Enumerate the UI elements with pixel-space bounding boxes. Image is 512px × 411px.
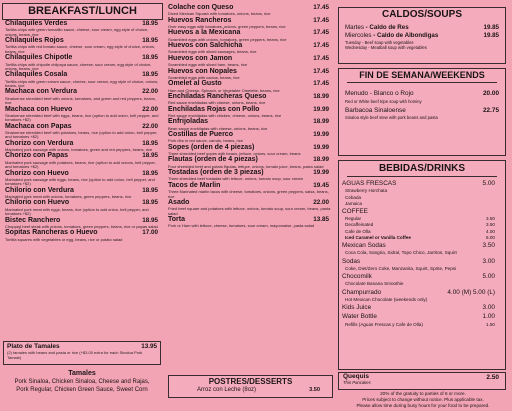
quequis-name bbox=[339, 373, 505, 380]
middle-item-desc: Red sauce enchiladas with cheese, onions, beans, rice bbox=[168, 100, 266, 106]
middle-item bbox=[168, 169, 332, 182]
middle-item-price: 19.99 bbox=[313, 131, 329, 139]
caldo-name: - Caldo de Res bbox=[365, 24, 409, 31]
drink-price: 4.00 (M) 5.00 (L) bbox=[447, 288, 495, 296]
middle-item-name: Enchiladas Rancheras Queso bbox=[168, 92, 267, 100]
weekends-title: FIN DE SEMANA/WEEKENDS bbox=[347, 69, 497, 83]
middle-item-price: 19.99 bbox=[313, 169, 329, 177]
weekend-row bbox=[345, 107, 502, 116]
weekend-price: 22.75 bbox=[483, 106, 499, 114]
tamales-list bbox=[2, 369, 162, 394]
middle-item bbox=[168, 106, 332, 119]
drink-name: Cebada bbox=[345, 194, 362, 200]
postres-item bbox=[169, 387, 332, 394]
breakfast-item-price: 22.00 bbox=[142, 88, 158, 96]
middle-item-desc: Scrambled eggs with cactus, beans, rice bbox=[168, 74, 240, 80]
drink-name: Water Bottle bbox=[342, 313, 377, 321]
middle-item bbox=[168, 144, 332, 157]
breakfast-item-name: Chorizo con Huevo bbox=[5, 169, 69, 177]
drink-row bbox=[342, 312, 501, 321]
breakfast-item-desc: Tortilla chips with chipotle chilpaya sauce, cheese, sour cream, egg style of choice, onions, beans, rice bbox=[5, 61, 152, 71]
breakfast-item-desc: Sinaloense shredded beef with eggs, beans, rice (option to add onion, bell pepper, and tomatoes +$2) bbox=[5, 112, 159, 123]
breakfast-item-name: Chilaquiles Chipotle bbox=[5, 54, 73, 62]
breakfast-item bbox=[5, 71, 161, 88]
bebidas-title: BEBIDAS/DRINKS bbox=[347, 161, 497, 177]
weekend-price: 20.00 bbox=[483, 90, 499, 97]
breakfast-item-price: 18.95 bbox=[142, 20, 158, 27]
breakfast-title-box bbox=[2, 3, 163, 20]
middle-item-desc: Scrambled eggs with sliced ham, beans, rice bbox=[168, 62, 248, 68]
middle-item-price: 19.45 bbox=[313, 181, 329, 189]
middle-item bbox=[168, 17, 332, 30]
middle-item bbox=[168, 68, 332, 81]
breakfast-item-name: Chilaquiles Verdes bbox=[5, 20, 68, 27]
drink-row bbox=[342, 241, 501, 250]
middle-item-name: Enfrijoladas bbox=[168, 118, 209, 126]
drink-price: 6.00 bbox=[486, 234, 495, 240]
tamales-line-2: Pork Regular, Chicken Green Sauce, Sweet Corn bbox=[16, 387, 148, 393]
middle-item-name: Huevos con Jamon bbox=[168, 54, 233, 62]
drink-name: Decaffeinated bbox=[345, 222, 374, 228]
drink-row bbox=[342, 322, 501, 328]
breakfast-item-desc: Tortilla chips with red tomato sauce, cheese, sour cream, egg style of choice, onions, beans, rice bbox=[5, 44, 156, 54]
caldos-box bbox=[338, 7, 506, 64]
breakfast-item-desc: Marinated pork sausage with potatoes, beans, rice (option to add onions, bell pepper, and tomatoes +$2) bbox=[5, 159, 156, 170]
breakfast-column bbox=[0, 0, 164, 411]
footer-line-1: 20% of the gratuity to parties of 6 or more. bbox=[380, 391, 466, 396]
caldo-note: Wednesday - Meatball soup with vegetables bbox=[345, 45, 427, 50]
middle-item-price: 18.99 bbox=[313, 156, 329, 164]
breakfast-item bbox=[5, 37, 161, 54]
breakfast-item-desc: Sinaloense shredded beef with potatoes, beans, rice (option to add onion, bell pepper, and tomatoes +$2) bbox=[5, 129, 158, 140]
middle-item-desc: Over easy eggs with tomatoes, onions, green peppers, beans, rice bbox=[168, 24, 286, 29]
postres-item-name: Arroz con Leche (8oz) bbox=[197, 387, 257, 393]
middle-item-name: Huevos a la Mexicana bbox=[168, 29, 241, 37]
middle-item bbox=[168, 131, 332, 144]
middle-item bbox=[168, 55, 332, 68]
breakfast-item-name: Machaca con Huevo bbox=[5, 105, 73, 113]
breakfast-item-name: Chorizo con Papas bbox=[5, 152, 69, 160]
breakfast-item-desc: Marinated pork sausage with eggs, beans, rice (option to add onion, bell pepper, and tomatoes +$2) bbox=[5, 176, 155, 187]
footer-notes bbox=[338, 391, 508, 408]
breakfast-item-price: 18.95 bbox=[142, 199, 158, 207]
middle-item-price: 13.85 bbox=[313, 216, 329, 224]
middle-item-name: Enchiladas Rojas con Pollo bbox=[168, 105, 260, 113]
middle-item-desc: Fried beef square and potatoes with lettuce, onions, tomato soup, sour cream, beans, pasta salad bbox=[168, 206, 331, 216]
drink-name: Champurrado bbox=[342, 288, 382, 296]
middle-item bbox=[168, 80, 332, 93]
breakfast-item-name: Bistec Ranchero bbox=[5, 216, 61, 224]
middle-item-name: Sopes (orden de 4 piezas) bbox=[168, 143, 255, 151]
drink-name: COFFEE bbox=[342, 207, 368, 215]
weekends-box bbox=[338, 68, 506, 156]
postres-box bbox=[168, 375, 333, 398]
breakfast-title: BREAKFAST/LUNCH bbox=[28, 5, 137, 17]
middle-item-price: 18.99 bbox=[313, 92, 329, 100]
middle-item bbox=[168, 216, 332, 229]
drink-price: 3.50 bbox=[486, 216, 495, 222]
middle-item-name: Asado bbox=[168, 198, 190, 206]
middle-item-name: Huevos con Nopales bbox=[168, 67, 237, 75]
middle-item-desc: Scrambled eggs with sliced sausages, beans, rice bbox=[168, 49, 257, 55]
tamales-title: Tamales bbox=[68, 370, 96, 377]
middle-item-price: 22.00 bbox=[313, 198, 329, 206]
postres-item-price: 3.50 bbox=[309, 387, 320, 393]
breakfast-item-price: 18.95 bbox=[142, 152, 158, 160]
middle-item bbox=[168, 93, 332, 106]
middle-item-desc: Diced Mexican Squash with tomatoes, onions, beans, rice bbox=[168, 11, 271, 17]
tamales-plate-price: 13.95 bbox=[141, 343, 157, 350]
drink-name: Mexican Sodas bbox=[342, 242, 386, 250]
breakfast-item-price: 18.95 bbox=[142, 216, 158, 224]
middle-item-price: 17.45 bbox=[313, 80, 329, 88]
middle-item-price: 19.99 bbox=[313, 105, 329, 113]
weekend-note: Red or White beef tripe soup with hominy bbox=[345, 98, 422, 104]
drink-price: 3.50 bbox=[486, 222, 495, 228]
drink-row bbox=[342, 303, 501, 312]
breakfast-item-price: 18.95 bbox=[142, 37, 158, 45]
breakfast-item bbox=[5, 20, 161, 37]
breakfast-item-name: Chilaquiles Rojos bbox=[5, 37, 64, 45]
bebidas-box bbox=[338, 160, 506, 370]
caldo-day: Miercoles bbox=[345, 32, 372, 39]
breakfast-item-name: Machaca con Papas bbox=[5, 122, 72, 130]
middle-item-name: Colache con Queso bbox=[168, 4, 234, 11]
breakfast-item bbox=[5, 199, 161, 216]
breakfast-item-desc: Marinated pork meat with onions, tomatoes, green peppers, beans, rice bbox=[5, 193, 132, 199]
middle-item-desc: Bean sauce enchiladas with cheese, onions, beans, rice bbox=[168, 125, 268, 131]
breakfast-item-name: Chilorio con Huevo bbox=[5, 199, 70, 207]
drink-name: Chocolate Banana Smoothie bbox=[345, 281, 404, 287]
breakfast-item-price: 22.00 bbox=[142, 122, 158, 130]
drink-name: AGUAS FRESCAS bbox=[342, 180, 397, 187]
breakfast-item bbox=[5, 187, 161, 200]
breakfast-item bbox=[5, 170, 161, 187]
caldos-rows bbox=[339, 22, 505, 50]
middle-item bbox=[168, 118, 332, 131]
quequis-price: 2.50 bbox=[486, 374, 499, 381]
drink-row bbox=[342, 288, 501, 297]
middle-item-desc: Red sauce enchiladas with chicken, cheese, onions, beans, rice bbox=[168, 112, 282, 118]
quequis-label: Quequis bbox=[343, 373, 370, 380]
middle-item bbox=[168, 182, 332, 199]
caldo-note: Tuesday - Beef soup with vegetables bbox=[345, 40, 414, 45]
breakfast-item-name: Chilorio con Verdura bbox=[5, 186, 74, 194]
drinks-column bbox=[336, 0, 512, 411]
breakfast-item-desc: Tortilla chips with green tomatillo sauce, cheese, sour cream, egg style of choice, onions, beans, rice bbox=[5, 27, 149, 37]
middle-item bbox=[168, 29, 332, 42]
middle-item-desc: Scrambled eggs with onions, tomatoes, green peppers, beans, rice bbox=[168, 36, 287, 42]
breakfast-item-desc: Sinaloense shredded beef with onions, tomatoes, and green and red peppers, beans, rice bbox=[5, 95, 156, 106]
caldo-row bbox=[345, 32, 502, 40]
drink-price: 3.00 bbox=[482, 257, 495, 265]
middle-item-price: 17.45 bbox=[313, 54, 329, 62]
breakfast-item-name: Chilaquiles Cosala bbox=[5, 71, 68, 79]
drink-name: Sodas bbox=[342, 257, 361, 265]
breakfast-item-price: 18.95 bbox=[142, 139, 158, 147]
breakfast-item-price: 17.00 bbox=[142, 229, 158, 237]
bebidas-rows bbox=[339, 177, 505, 328]
breakfast-item-name: Machaca con Verdura bbox=[5, 88, 77, 96]
middle-item-price: 17.45 bbox=[313, 16, 329, 24]
drink-price: 1.00 bbox=[482, 313, 495, 321]
middle-item-name: Huevos con Salchicha bbox=[168, 42, 243, 50]
drink-row bbox=[342, 272, 501, 281]
drink-price: 1.50 bbox=[486, 321, 495, 327]
drink-price: 5.00 bbox=[482, 180, 495, 187]
breakfast-item bbox=[5, 152, 161, 169]
breakfast-item-desc: Tortilla chips with green cream sauce, cheese, sour cream, egg style of choice, onions, beans, rice bbox=[5, 78, 159, 89]
quequis-sub: Thin Pancakes bbox=[343, 380, 371, 385]
middle-item-name: Tostadas (orden de 3 piezas) bbox=[168, 169, 264, 177]
middle-item-desc: Four shredded beef and potato flautas, lettuce, onions, tomato juice, beans, pasta salad bbox=[168, 163, 324, 169]
middle-item bbox=[168, 199, 332, 216]
tamales-plate-desc: (2) tamales with beans and pasta or rice (+$3.00 extra for each Sinaloa Pork Tamale) bbox=[7, 350, 143, 360]
tamales-plate-box bbox=[3, 341, 161, 365]
middle-list bbox=[168, 4, 332, 229]
drink-name: Refills (Aguas Frescas y Cafe de Olla) bbox=[345, 321, 423, 327]
breakfast-item-name: Sopitas Rancheras o Huevo bbox=[5, 229, 98, 237]
breakfast-item bbox=[5, 140, 161, 153]
breakfast-item-price: 18.95 bbox=[142, 71, 158, 79]
caldo-row bbox=[345, 24, 502, 32]
middle-item-desc: Three shredded beef sopes with beans, lettuce, onions, sour cream, beans bbox=[168, 151, 301, 157]
drink-price: 3.00 bbox=[482, 304, 495, 312]
drink-name: Kids Juice bbox=[342, 304, 372, 312]
breakfast-item-name: Chorizo con Verdura bbox=[5, 139, 74, 147]
middle-item-name: Flautas (orden de 4 piezas) bbox=[168, 156, 258, 164]
middle-column bbox=[165, 0, 335, 411]
breakfast-item bbox=[5, 123, 161, 140]
drink-price: 3.50 bbox=[482, 242, 495, 250]
weekend-note: Sinaloa style beef stew with pork beans and pasta bbox=[345, 115, 438, 120]
drink-name: Coca Cola, Sangria, Sidral, Topo Chico, Jarritos, Squirt bbox=[345, 250, 457, 256]
drink-row bbox=[342, 179, 501, 188]
footer-line-3: Please allow time during busy hours for your food to be prepared. bbox=[356, 402, 490, 408]
caldo-price: 19.85 bbox=[483, 24, 499, 31]
breakfast-item-desc: Marinated pork sausage with onions, tomatoes, green and red peppers, beans, rice bbox=[5, 147, 153, 153]
drink-row bbox=[342, 207, 501, 216]
breakfast-item bbox=[5, 54, 161, 71]
tamales-line-1: Pork Sinaloa, Chicken Sinaloa, Cheese and Rajas, bbox=[14, 379, 150, 385]
breakfast-item bbox=[5, 229, 161, 242]
breakfast-item-desc: Marinated pork meat with eggs, beans, rice (option to add onion, bell pepper, and tomatoes +$2) bbox=[5, 206, 149, 217]
middle-item bbox=[168, 156, 332, 169]
breakfast-item-desc: Chopped beef steak with onions, tomatoes, green peppers, beans, rice or papas salad bbox=[5, 223, 158, 229]
drink-name: Iced Caramel or Vanilla Coffee bbox=[345, 234, 411, 240]
middle-item bbox=[168, 42, 332, 55]
breakfast-item bbox=[5, 217, 161, 230]
postres-title: POSTRES/DESSERTS bbox=[208, 377, 293, 386]
drink-price: 4.00 bbox=[486, 228, 495, 234]
middle-item-desc: Three Marinated marlin tacos with cheese, tomatoes, onions, green peppers, salsa, beans, rice bbox=[168, 189, 329, 199]
middle-item-price: 19.99 bbox=[313, 143, 329, 151]
middle-item-price: 17.45 bbox=[313, 42, 329, 50]
breakfast-item-price: 18.95 bbox=[142, 54, 158, 62]
drink-price: 5.00 bbox=[482, 273, 495, 281]
breakfast-item-price: 22.00 bbox=[142, 105, 158, 113]
middle-item-price: 17.45 bbox=[313, 4, 329, 11]
caldo-name: - Caldo de Albondigas bbox=[373, 32, 439, 39]
weekend-row bbox=[345, 90, 502, 99]
drink-name: Jamaica bbox=[345, 200, 363, 206]
weekend-name: Menudo - Blanco o Rojo bbox=[345, 90, 414, 97]
drink-name: Chocomilk bbox=[342, 273, 372, 281]
caldos-title: CALDOS/SOUPS bbox=[381, 9, 462, 20]
middle-item-name: Huevos Rancheros bbox=[168, 16, 232, 24]
breakfast-item-price: 18.95 bbox=[142, 169, 158, 177]
quequis-box bbox=[338, 372, 506, 390]
weekend-name: Barbacoa Sinaloense bbox=[345, 106, 406, 114]
middle-item-name: Torta bbox=[168, 216, 185, 224]
footer-line-2: Prices subject to change without notice. Plus applicable tax. bbox=[362, 396, 484, 402]
middle-item-name: Omelet al Gusto bbox=[168, 80, 222, 88]
breakfast-item-desc: Tortilla squares with vegetables or egg, beans, rice or potato salad bbox=[5, 236, 123, 242]
middle-item-name: Costillas de Puerco bbox=[168, 131, 233, 139]
drink-name: Coke, Diet/Zero Coke, Manzanita, Squirt, Sprite, Pepsi bbox=[345, 265, 457, 271]
breakfast-item bbox=[5, 106, 161, 123]
middle-item bbox=[168, 4, 332, 17]
caldo-day: Martes bbox=[345, 24, 364, 31]
breakfast-item bbox=[5, 88, 161, 105]
middle-item-price: 18.99 bbox=[313, 118, 329, 126]
weekend-rows bbox=[339, 83, 505, 120]
middle-item-price: 17.45 bbox=[313, 29, 329, 37]
breakfast-list bbox=[5, 20, 161, 242]
drink-name: Regular bbox=[345, 216, 362, 222]
drink-row bbox=[342, 257, 501, 266]
drink-name: Hot Mexican Chocolate (weekends only) bbox=[345, 296, 428, 302]
tamales-plate-name: Plato de Tamales bbox=[7, 343, 60, 350]
breakfast-item-price: 18.95 bbox=[142, 186, 158, 194]
middle-item-price: 17.45 bbox=[313, 67, 329, 75]
middle-item-desc: Three shredded beef tostadas with lettuce, onions, tomato soup, sour cream bbox=[168, 176, 303, 182]
middle-item-name: Tacos de Marlin bbox=[168, 181, 221, 189]
middle-item-desc: Ham and Cheese, Spinach, or Vegetable Omelette, beans, rice bbox=[168, 87, 280, 93]
drink-name: Cafe de Olla bbox=[345, 228, 371, 234]
caldo-price: 19.85 bbox=[483, 32, 499, 39]
drink-name: Strawberry Horchata bbox=[345, 188, 388, 194]
middle-item-desc: Pork or Ham with lettuce, cheese, tomatoes, sour cream, mayonnaise, pasta salad bbox=[168, 223, 315, 229]
middle-item-desc: Pork ribs in red sauce, carrots, beans, rice bbox=[168, 138, 243, 144]
